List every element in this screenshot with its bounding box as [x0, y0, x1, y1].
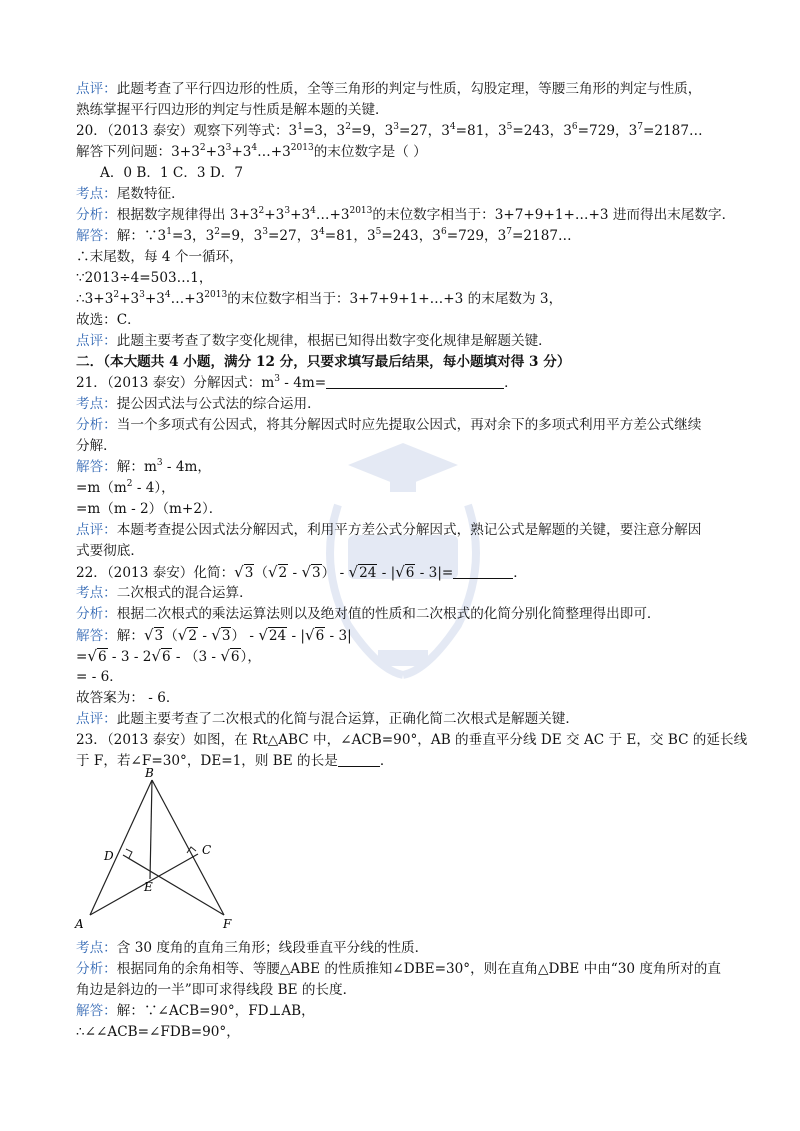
dianping-text: 式要彻底． — [76, 543, 144, 559]
label-b: B — [145, 766, 154, 780]
answer-blank[interactable] — [338, 753, 380, 767]
exp: 2 — [345, 122, 351, 132]
q22-part: ． — [513, 565, 527, 581]
q23-part: 于 F，若∠F=30°，DE=1，则 BE 的长是 — [76, 753, 338, 769]
q23-statement — [76, 730, 748, 750]
q22-statement — [76, 562, 728, 583]
kaodian-text: 二次根式的混合运算． — [116, 585, 253, 601]
triangle-figure — [70, 765, 250, 940]
q21-part: 21．（2013 泰安）分解因式：m — [76, 375, 275, 391]
fenxi-tag: 分析： — [76, 207, 117, 223]
jd-part: - — [198, 628, 212, 644]
exp: 4 — [449, 122, 456, 132]
exp: 2013 — [290, 143, 314, 153]
fx-part: 根据数字规律得出 3+3 — [116, 207, 259, 223]
q23-jieda — [76, 1001, 728, 1021]
jd-part: =9，3 — [219, 228, 263, 244]
fx-part: +3 — [290, 207, 311, 223]
label-d: D — [104, 849, 114, 863]
exp: 6 — [440, 227, 447, 237]
label-f: F — [223, 917, 232, 931]
q20-options — [100, 163, 728, 183]
q20-dianping — [76, 331, 728, 351]
s3-part: +3 — [144, 291, 165, 307]
segment-df — [123, 855, 224, 915]
step-text: ∴∠∠ACB=∠FDB=90°， — [76, 1024, 240, 1040]
sqrt: √6 — [395, 563, 415, 581]
segment-be — [150, 780, 152, 879]
step-text: ∴末尾数，每 4 个一循环， — [76, 249, 243, 265]
jd-part: ） - — [231, 628, 259, 644]
q22-part: - | — [377, 565, 396, 581]
jd-part: （ — [164, 628, 178, 644]
exp: 7 — [637, 122, 643, 132]
q23-fenxi — [76, 959, 728, 979]
kaodian-text: 含 30 度角的直角三角形；线段垂直平分线的性质． — [116, 940, 429, 956]
exp: 2 — [113, 290, 120, 300]
sqrt: √6 — [220, 647, 240, 665]
q20-part: =27，3 — [398, 123, 450, 139]
exp: 4 — [251, 143, 258, 153]
s3-part: ∴3+3 — [76, 291, 114, 307]
q22-fenxi — [76, 604, 728, 624]
q22-part: 22．（2013 泰安）化简： — [76, 565, 235, 581]
q20-part: =81，3 — [455, 123, 507, 139]
q23-fenxi-2 — [76, 980, 728, 1000]
comment-line-2 — [76, 100, 728, 120]
q20-part: =9，3 — [350, 123, 394, 139]
q21-part: ． — [504, 375, 518, 391]
s-part: = — [76, 649, 88, 665]
jd-part: - 3| — [325, 628, 352, 644]
exp: 2 — [199, 143, 206, 153]
exp: 3 — [139, 290, 145, 300]
step-text: ∵2013÷4=503…1， — [76, 270, 213, 286]
q22-part: = — [441, 565, 454, 581]
jd-part: 解：∵3 — [116, 228, 167, 244]
exp: 4 — [310, 206, 316, 216]
q20-step-2 — [76, 268, 728, 288]
jd-part: - 4m， — [162, 459, 211, 475]
kaodian-text: 提公因式法与公式法的综合运用． — [116, 396, 321, 412]
answer-text: 故选：C． — [76, 312, 141, 328]
label-a: A — [75, 917, 84, 931]
step-text: =m（m - 2）（m+2）． — [76, 501, 223, 517]
q20q-part: +3 — [205, 144, 226, 160]
q20-part: =729，3 — [577, 123, 638, 139]
sqrt: √24 — [258, 626, 287, 644]
q20-jieda — [76, 226, 728, 246]
dianping-text: 此题主要考查了二次根式的化简与混合运算，正确化简二次根式是解题关键． — [116, 711, 579, 727]
s-part: - 3 - 2 — [107, 649, 152, 665]
fenxi-text: 当一个多项式有公因式，将其分解因式时应先提取公因式，再对余下的多项式利用平方差公式继续 — [116, 417, 702, 433]
q20-fenxi — [76, 205, 736, 225]
kaodian-tag: 考点： — [76, 396, 117, 412]
q21-kaodian — [76, 394, 728, 414]
fx-part: 的末位数字相当于：3+7+9+1+…+3 进而得出末尾数字． — [372, 207, 736, 223]
q20-part: =243，3 — [512, 123, 572, 139]
q21-fenxi-2 — [76, 436, 728, 456]
exp: 3 — [284, 206, 291, 216]
jieda-tag: 解答： — [76, 1003, 117, 1019]
fenxi-text: 根据二次根式的乘法运算法则以及绝对值的性质和二次根式的化简分别化简整理得出即可． — [116, 606, 661, 622]
dianping-text: 本题考查提公因式法分解因式，利用平方差公式分解因式，熟记公式是解题的关键，要注意分解因 — [116, 522, 702, 538]
dianping-tag: 点评： — [76, 333, 117, 349]
exp: 3 — [262, 227, 269, 237]
comment-text: 此题考查了平行四边形的性质，全等三角形的判定与性质，勾股定理，等腰三角形的判定与性质， — [116, 81, 702, 97]
sqrt: √6 — [87, 647, 107, 665]
s-part: - 4）， — [132, 480, 175, 496]
section-heading-text: 二．（本大题共 4 小题，满分 12 分，只要求填写最后结果，每小题填对得 3 分） — [76, 354, 571, 370]
q21-statement — [76, 373, 728, 393]
q20-part: 20．（2013 泰安）观察下列等式：3 — [76, 123, 298, 139]
label-e: E — [144, 880, 153, 894]
q21-dianping — [76, 520, 728, 540]
jd-part: - | — [287, 628, 306, 644]
q22-step-2 — [76, 667, 728, 687]
q21-step-1 — [76, 478, 728, 498]
q21-dianping-2 — [76, 541, 728, 561]
jieda-tag: 解答： — [76, 459, 117, 475]
exp: 6 — [571, 122, 578, 132]
section-2-heading — [76, 352, 728, 372]
q21-fenxi — [76, 415, 728, 435]
sqrt: √3 — [211, 626, 231, 644]
jd-part: =27，3 — [268, 228, 319, 244]
segment-ab — [90, 780, 152, 915]
jd-part: =729，3 — [446, 228, 507, 244]
kaodian-tag: 考点： — [76, 186, 117, 202]
answer-blank[interactable] — [453, 565, 513, 579]
exp: 3 — [156, 458, 163, 468]
sqrt: √3 — [143, 626, 164, 644]
dianping-tag: 点评： — [76, 711, 117, 727]
q20-step-3 — [76, 289, 728, 309]
q21-part: - 4m= — [279, 375, 327, 391]
sqrt: √2 — [267, 563, 288, 581]
q20-step-1 — [76, 247, 728, 267]
q22-jieda — [76, 625, 728, 646]
fx-part: …+3 — [315, 207, 350, 223]
s-part: =m（m — [76, 480, 127, 496]
exp: 4 — [318, 227, 325, 237]
q22-part: （ — [254, 565, 268, 581]
q20-statement — [76, 121, 728, 141]
dianping-tag: 点评： — [76, 522, 117, 538]
answer-text: 故答案为： - 6． — [76, 690, 180, 706]
fenxi-tag: 分析： — [76, 961, 117, 977]
exp: 2013 — [204, 290, 228, 300]
q20-question — [76, 142, 728, 162]
kaodian-tag: 考点： — [76, 585, 117, 601]
comment-line — [76, 79, 728, 99]
exp: 2 — [258, 206, 265, 216]
q21-jieda — [76, 457, 728, 477]
step-text: = - 6． — [76, 669, 123, 685]
sqrt: √6 — [305, 626, 325, 644]
q22-part: - 3| — [415, 565, 442, 581]
fenxi-tag: 分析： — [76, 417, 117, 433]
q23-step-1 — [76, 1022, 728, 1042]
q20-part: =3，3 — [302, 123, 346, 139]
q22-part: ） - — [321, 565, 349, 581]
comment-text-2: 熟练掌握平行四边形的判定与性质是解本题的关键． — [76, 102, 389, 118]
s-part: ）， — [240, 649, 261, 665]
answer-blank[interactable] — [326, 375, 504, 389]
q20q-part: …+3 — [257, 144, 291, 160]
fx-part: +3 — [264, 207, 285, 223]
label-c: C — [202, 843, 212, 857]
exp: 2 — [214, 227, 220, 237]
s3-part: +3 — [119, 291, 140, 307]
jieda-tag: 解答： — [76, 228, 117, 244]
comment-tag: 点评： — [76, 81, 117, 97]
s-part: - （3 - — [171, 649, 221, 665]
q20-options-text: A．0 B．1 C．3 D．7 — [100, 165, 244, 181]
jd-part: 解： — [116, 628, 144, 644]
s3-part: 的末位数字相当于：3+7+9+1+…+3 的末尾数为 3， — [227, 291, 563, 307]
q20q-part: +3 — [231, 144, 252, 160]
q22-part: - — [288, 565, 302, 581]
sqrt: √2 — [177, 626, 197, 644]
exp: 1 — [297, 122, 303, 132]
exp: 5 — [506, 122, 513, 132]
sqrt: √24 — [348, 563, 377, 581]
exp: 2013 — [349, 206, 373, 216]
exp: 7 — [506, 227, 513, 237]
kaodian-text: 尾数特征． — [116, 186, 185, 202]
exp: 1 — [166, 227, 172, 237]
q21-step-2 — [76, 499, 728, 519]
q23-text: 23．（2013 泰安）如图，在 Rt△ABC 中，∠ACB=90°，AB 的垂直平分线 DE 交 AC 于 E，交 BC 的延长线 — [76, 732, 748, 748]
exp: 3 — [274, 374, 280, 384]
exp: 4 — [164, 290, 171, 300]
q22-step-1 — [76, 646, 728, 667]
kaodian-tag: 考点： — [76, 940, 117, 956]
s3-part: …+3 — [170, 291, 205, 307]
q20q-part: 的末位数字是（ ） — [313, 144, 427, 160]
exp: 3 — [393, 122, 399, 132]
fenxi-text: 分解． — [76, 438, 117, 454]
sqrt: √3 — [234, 563, 254, 581]
segment-bf — [152, 780, 224, 915]
jd-part: =243，3 — [381, 228, 441, 244]
jd-part: =2187… — [512, 228, 572, 244]
sqrt: √6 — [151, 647, 171, 665]
q20q-part: 解答下列问题：3+3 — [76, 144, 200, 160]
dianping-text: 此题主要考查了数字变化规律，根据已知得出数字变化规律是解题关键． — [116, 333, 552, 349]
exp: 2 — [126, 479, 133, 489]
q23-kaodian — [76, 938, 728, 958]
jd-part: 解：m — [116, 459, 157, 475]
jieda-tag: 解答： — [76, 628, 117, 644]
fenxi-text: 根据同角的余角相等、等腰△ABE 的性质推知∠DBE=30°，则在直角△DBE 中由“30 度角所对的直 — [116, 961, 721, 977]
q20-part: =2187… — [642, 123, 703, 139]
q20-kaodian — [76, 184, 728, 204]
q20-answer — [76, 310, 728, 330]
fenxi-tag: 分析： — [76, 606, 117, 622]
sqrt: √3 — [301, 563, 321, 581]
jd-part: =81，3 — [324, 228, 376, 244]
fenxi-text: 角边是斜边的一半”即可求得线段 BE 的长度． — [76, 982, 357, 998]
exp: 5 — [375, 227, 382, 237]
q22-kaodian — [76, 583, 728, 603]
q22-dianping — [76, 709, 728, 729]
jd-part: =3，3 — [171, 228, 215, 244]
jd-text: 解：∵∠ACB=90°，FD⊥AB， — [116, 1003, 315, 1019]
exp: 3 — [225, 143, 232, 153]
q23-part: ． — [379, 753, 394, 769]
q22-answer — [76, 688, 728, 708]
